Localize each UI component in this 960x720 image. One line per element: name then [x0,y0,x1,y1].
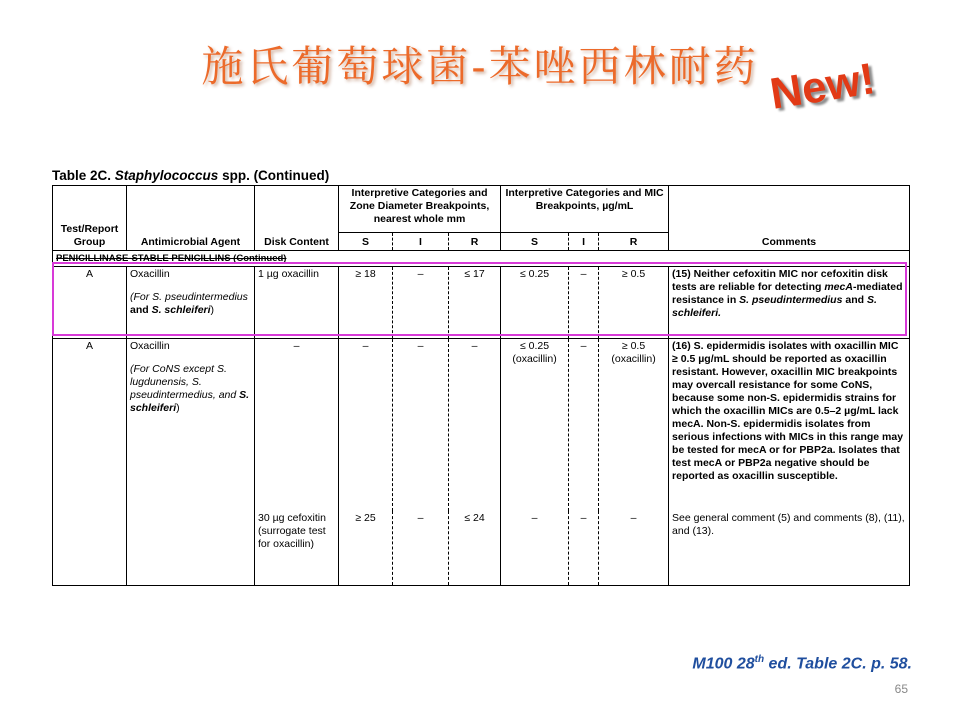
header-zone-s: S [339,233,393,251]
highlight-box [52,262,907,336]
table-caption: Table 2C. Staphylococcus spp. (Continued) [52,168,330,183]
cell-group: A [53,339,127,511]
header-agent: Antimicrobial Agent [127,186,255,251]
table-row-oxacillin-cons [53,339,910,511]
breakpoint-table [52,185,910,586]
cell-mic-r: – [599,511,669,586]
cell-comment-16: (16) S. epidermidis isolates with oxacillin MIC ≥ 0.5 µg/mL should be reported as oxacillin resistant. However, oxacillin MIC breakpoints may overcall resistance for some CoNS, because some non-S. epidermidis strains for which the oxacillin MICs are 0.5–2 µg/mL lack mecA. Non-S. epidermidis isolates from serious infections with MICs in this range may be tested for mecA or for PBP2a. Isolates that test mecA or PBP2a negative should be reported as oxacillin susceptible. [669,339,910,511]
cell-group: A [53,267,127,339]
header-row-top [53,186,910,233]
cell-agent: Oxacillin (For CoNS except S. lugdunensis, S. pseudintermedius, and S. schleiferi) [127,339,255,511]
cell-zone-s: ≥ 18 [355,268,376,280]
slide-title: 施氏葡萄球菌-苯唑西林耐药 [201,42,759,91]
citation: M100 28th ed. Table 2C. p. 58. [692,654,912,673]
table-row-cefoxitin [53,511,910,586]
header-disk: Disk Content [255,186,339,251]
cell-agent: Oxacillin (For S. pseudintermedius and S. schleiferi) [127,267,255,339]
cell-mic-r: ≥ 0.5 [599,267,669,339]
header-zone: Interpretive Categories and Zone Diameter Breakpoints, nearest whole mm [339,186,501,233]
cell-zone-i: – [393,511,449,586]
cell-comment-15: (15) Neither cefoxitin MIC nor cefoxitin disk tests are reliable for detecting mecA-mediated resistance in S. pseudintermedius and S. schleiferi. [672,268,903,319]
page-number: 65 [894,682,908,696]
cell-zone-r: ≤ 24 [449,511,501,586]
cell-zone-i: – [393,267,449,339]
header-mic-r: R [599,233,669,251]
breakpoint-table-container [52,168,909,586]
cell-disk: – [255,339,339,511]
cell-disk: 30 µg cefoxitin (surrogate test for oxacillin) [255,511,339,586]
cell-mic-i: – [569,511,599,586]
header-zone-i: I [393,233,449,251]
cell-zone-r: ≤ 17 [449,267,501,339]
cell-zone-s: – [339,339,393,511]
header-zone-r: R [449,233,501,251]
header-comments: Comments [669,186,910,251]
cell-group [53,511,127,586]
header-mic-s: S [501,233,569,251]
cell-zone-r: – [449,339,501,511]
header-group: Test/Report Group [53,186,127,251]
cell-mic-i: – [569,267,599,339]
cell-comment-general: See general comment (5) and comments (8), (11), and (13). [672,511,905,537]
section-label: PENICILLINASE-STABLE PENICILLINS (Continued) [53,251,910,267]
cell-mic-s: ≤ 0.25 (oxacillin) [501,339,569,511]
cell-agent [127,511,255,586]
cell-mic-s: – [531,511,538,524]
cell-mic-r: ≥ 0.5 (oxacillin) [599,339,669,511]
cell-disk: 1 µg oxacillin [255,267,339,339]
cell-zone-i: – [393,339,449,511]
new-badge: New! [766,54,879,119]
cell-mic-s: ≤ 0.25 [519,268,550,280]
cell-mic-i: – [569,339,599,511]
header-mic: Interpretive Categories and MIC Breakpoints, µg/mL [501,186,669,233]
cell-zone-s: ≥ 25 [355,511,376,524]
header-mic-i: I [569,233,599,251]
